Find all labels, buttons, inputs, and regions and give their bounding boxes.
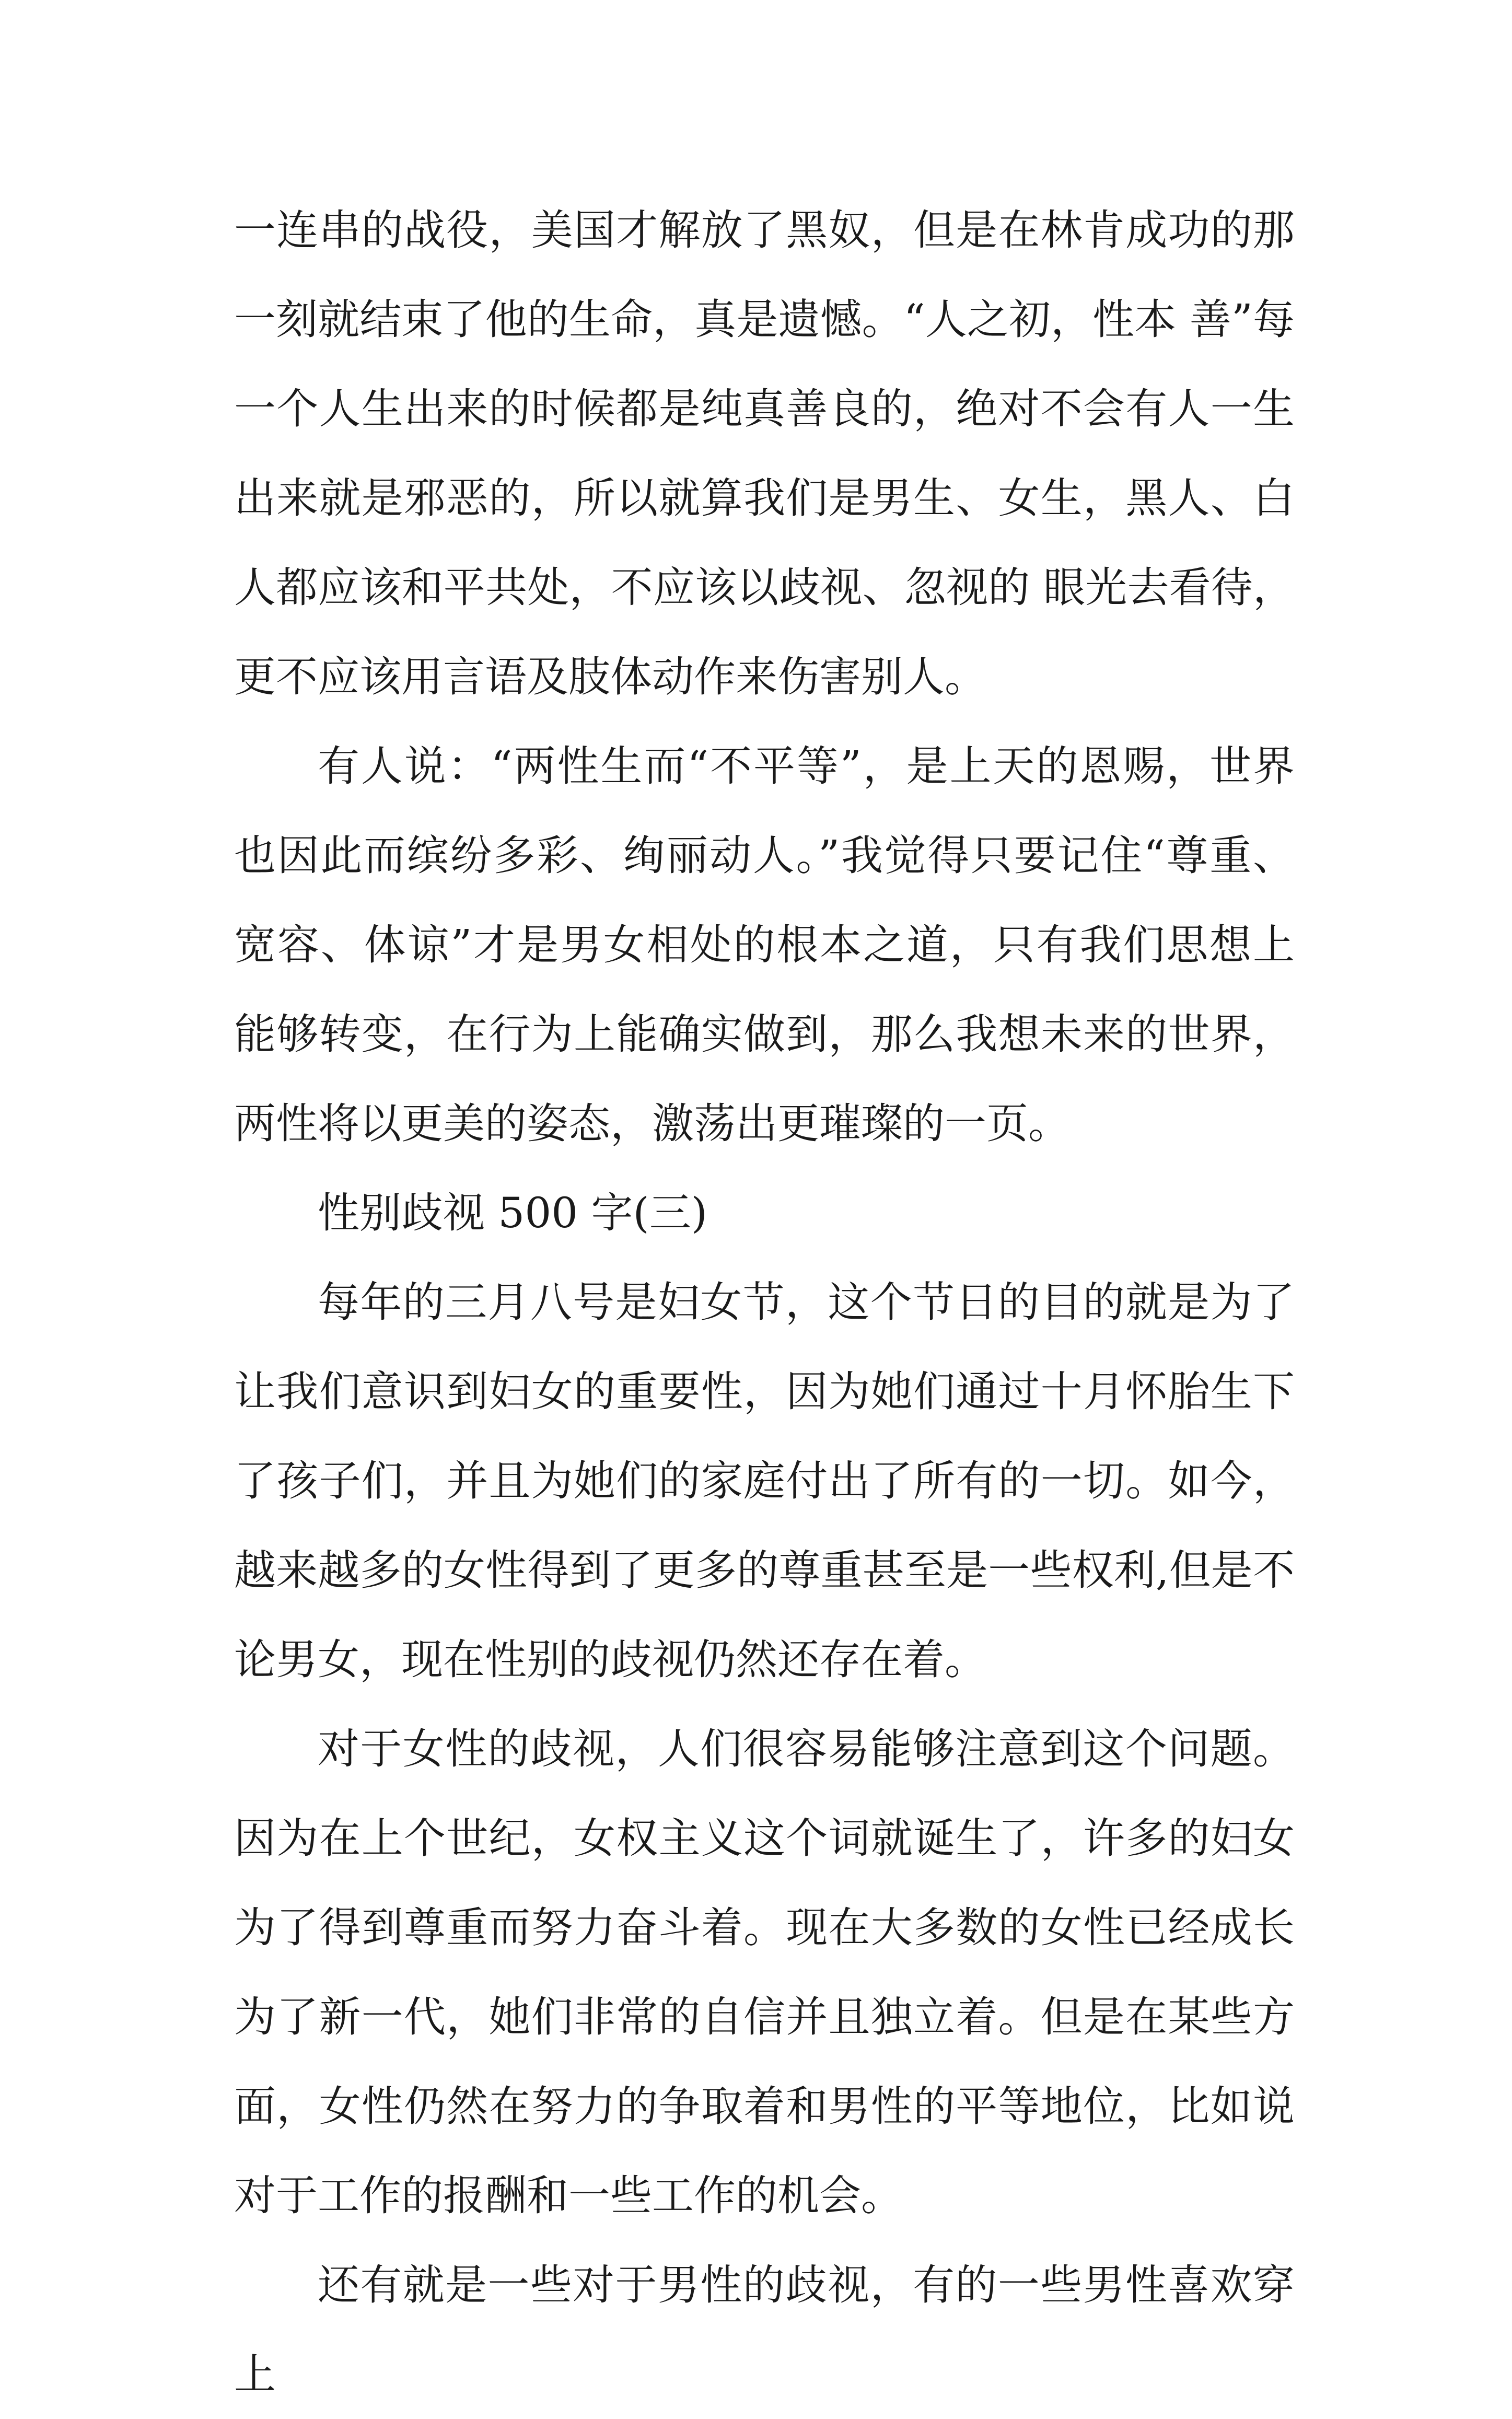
section-heading: 性别歧视 500 字(三) xyxy=(318,1189,707,1237)
paragraph-discrimination-against-women: 对于女性的歧视，人们很容易能够注意到这个问题。因为在上个世纪，女权主义这个词就诞生了，许多的妇女为了得到尊重而努力奋斗着。现在大多数的女性已经成长为了新一代，她们非常的自信并且独立着。但是在某些方面，女性仍然在努力的争取着和男性的平等地位，比如说对于工作的报酬和一些工作的机会。 xyxy=(234,1725,1295,2220)
document-body xyxy=(234,185,1295,2419)
paragraph-womens-day: 每年的三月八号是妇女节，这个节日的目的就是为了让我们意识到妇女的重要性，因为她们通过十月怀胎生下了孩子们，并且为她们的家庭付出了所有的一切。如今，越来越多的女性得到了更多的尊重甚至是一些权利,但是不论男女，现在性别的歧视仍然还存在着。 xyxy=(234,1278,1295,1684)
paragraph-discrimination-against-men: 还有就是一些对于男性的歧视，有的一些男性喜欢穿上 xyxy=(234,2261,1295,2399)
paragraph-continuation: 一连串的战役，美国才解放了黑奴，但是在林肯成功的那一刻就结束了他的生命，真是遗憾。“人之初，性本 善”每一个人生出来的时候都是纯真善良的，绝对不会有人一生出来就是邪恶的，所以就算我们是男生、女生，黑人、白人都应该和平共处，不应该以歧视、忽视的 眼光去看待，更不应该用言语及肢体动作来伤害别人。 xyxy=(234,206,1295,701)
paragraph-gender-equality-quote: 有人说：“两性生而“不平等”，是上天的恩赐，世界也因此而缤纷多彩、绚丽动人。”我觉得只要记住“尊重、宽容、体谅”才是男女相处的根本之道，只有我们思想上能够转变，在行为上能确实做到，那么我想未来的世界，两性将以更美的姿态，激荡出更璀璨的一页。 xyxy=(234,742,1295,1148)
